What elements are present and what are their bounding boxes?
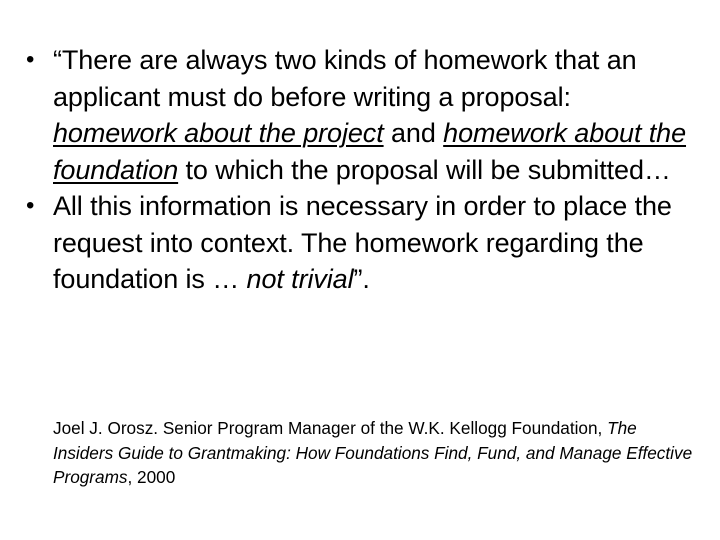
bullet-text: and	[383, 118, 444, 148]
bullet-text: to which the proposal will be submitted…	[178, 154, 671, 185]
bullet-marker: •	[26, 192, 35, 219]
bullet-text: ”.	[353, 264, 370, 294]
emphasis-project-homework: homework about the project	[53, 118, 384, 148]
bullet-item-quote-part-2	[26, 188, 686, 298]
bullet-marker: •	[26, 46, 35, 73]
citation-book-title: The Insiders Guide to Grantmaking: How Foundations Find, Fund, and Manage Effective Programs	[53, 418, 693, 487]
citation-year: , 2000	[127, 467, 176, 487]
citation-author: Joel J. Orosz. Senior Program Manager of the W.K. Kellogg Foundation,	[53, 418, 608, 438]
emphasis-foundation-homework: homework about the foundation	[53, 118, 687, 185]
citation	[53, 416, 693, 490]
emphasis-not-trivial: not trivial	[246, 264, 354, 294]
bullet-list	[26, 42, 686, 298]
bullet-text: All this information is necessary in order to place the request into context. The homework regarding the foundation is …	[53, 191, 672, 294]
bullet-text: “There are always two kinds of homework that an applicant must do before writing a proposal:	[53, 45, 637, 112]
bullet-item-quote-part-1	[26, 42, 686, 188]
